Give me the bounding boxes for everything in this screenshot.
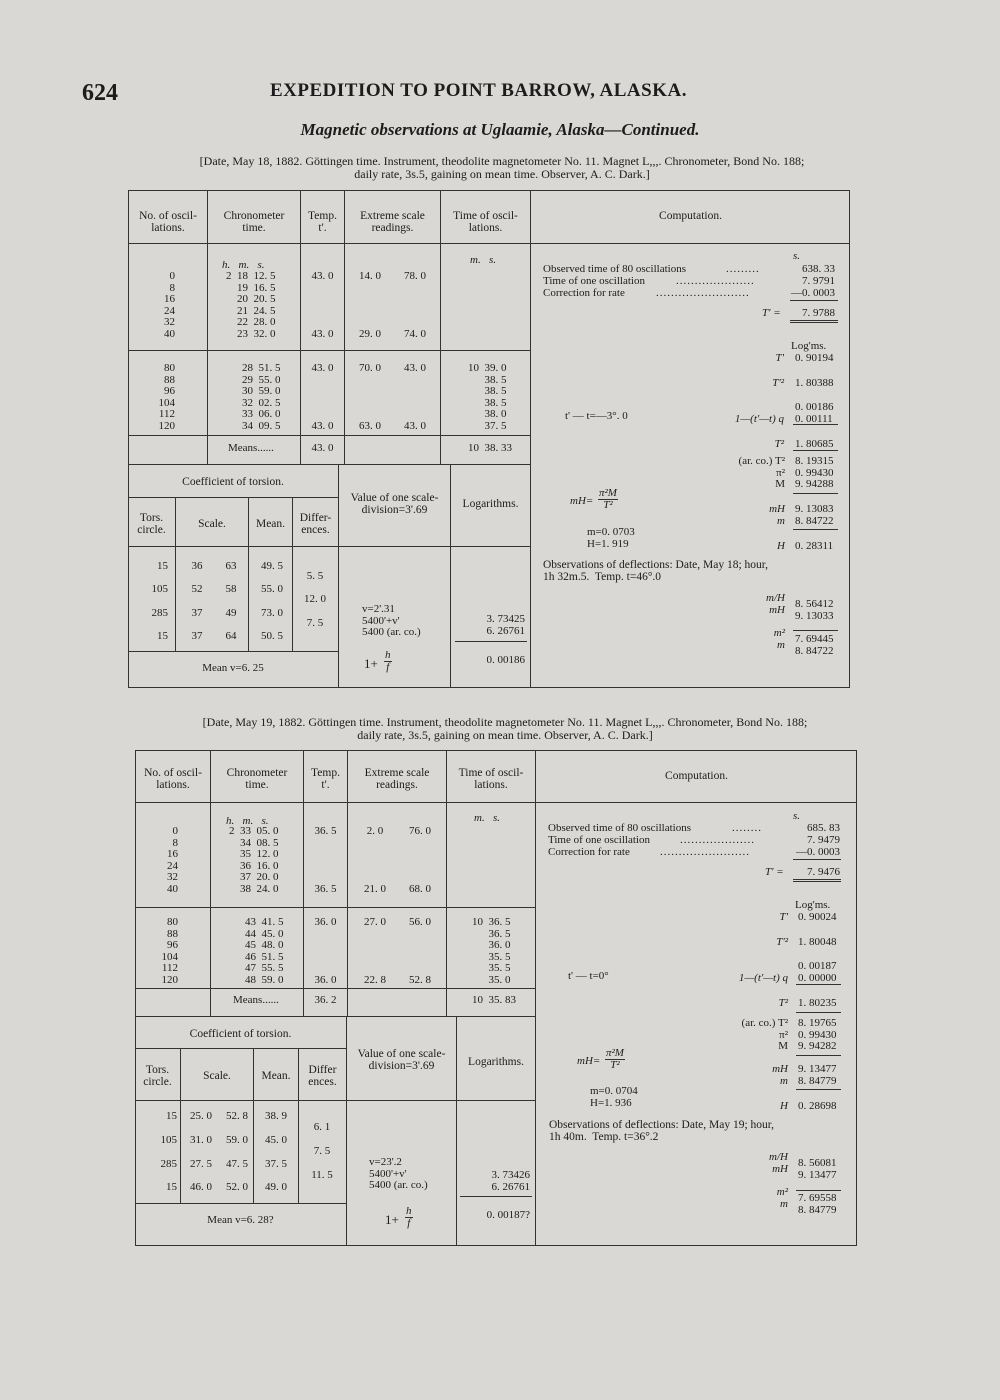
- one-plus: 1+: [385, 1212, 399, 1227]
- units-hms: h. m. s.: [222, 259, 265, 271]
- defl-values: 8. 56081 9. 13477 7. 69558 8. 84779: [798, 1157, 837, 1217]
- t-diff: t' — t=0°: [568, 970, 609, 982]
- mH-labels: mH m H: [769, 503, 785, 552]
- Tprime-label: T' =: [762, 307, 781, 319]
- heading-tors-circle: Tors. circle.: [143, 1064, 172, 1088]
- Tprime-value: 7. 9788: [802, 307, 835, 319]
- means-time: 10 35. 83: [472, 994, 516, 1006]
- page-number: 624: [82, 80, 118, 106]
- log-col: 3. 73426 6. 26761: [491, 1169, 530, 1193]
- scale1-col-a: 14. 0 29. 0: [359, 270, 381, 340]
- formula-frac: $\frac{\text{π²M}}{\text{T²}}$: [606, 1047, 624, 1071]
- one-osc-value: 7. 9791: [802, 275, 835, 287]
- scale1-col-b: 70. 0 63. 0: [359, 362, 381, 432]
- running-head: EXPEDITION TO POINT BARROW, ALASKA.: [270, 80, 687, 101]
- osc-col-a: 0 8 16 24 32 40: [164, 270, 175, 340]
- v-block: v=23'.2 5400'+v' 5400 (ar. co.): [369, 1156, 428, 1191]
- one-osc-label: Time of one oscillation: [548, 834, 650, 846]
- arco-labels: (ar. co.) T² π² M: [738, 455, 785, 490]
- units-s: s.: [793, 810, 801, 822]
- heading-scale-readings: Extreme scale readings.: [364, 767, 430, 791]
- log-labels: T' T'² 1—(t'—t) q T²: [738, 911, 788, 1010]
- heading-computation: Computation.: [659, 210, 722, 222]
- obs80-value: 685. 83: [807, 822, 840, 834]
- mH-values: 9. 13477 8. 84779 0. 28698: [798, 1063, 837, 1112]
- formula-mH: mH=: [577, 1055, 601, 1067]
- time-col-b: 10 39. 0 38. 5 38. 5 38. 5 38. 0 37. 5: [468, 362, 507, 432]
- temp-col-b: 36. 0 36. 0: [314, 916, 337, 986]
- t-diff: t' — t=—3°. 0: [565, 410, 628, 422]
- heading-scale: Scale.: [198, 518, 226, 530]
- one-osc-label: Time of one oscillation: [543, 275, 645, 287]
- heading-coef-torsion: Coefficient of torsion.: [182, 476, 284, 488]
- tors-col: 15 105 285 15: [151, 560, 168, 643]
- chron-col-b: 43 41. 5 44 45. 0 45 48. 0 46 51. 5 47 55. 5 48 59. 0: [245, 916, 284, 986]
- one-osc-value: 7. 9479: [807, 834, 840, 846]
- osc-col-b: 80 88 96 104 112 120: [158, 362, 175, 432]
- heading-differences: Differ- ences.: [299, 512, 332, 536]
- m-H-eq: m=0. 0703 H=1. 919: [587, 526, 635, 550]
- temp-col-a: 43. 0 43. 0: [311, 270, 334, 340]
- units-ms: m. s.: [474, 812, 500, 824]
- osc-col-a: 0 8 16 24 32 40: [167, 825, 178, 895]
- formula-frac: $\frac{\text{π²M}}{\text{T²}}$: [599, 487, 617, 511]
- scale2-col: 52. 8 59. 0 47. 5 52. 0: [226, 1110, 248, 1194]
- Tprime-value: 7. 9476: [807, 866, 840, 878]
- log-values: 0. 90024 1. 80048 0. 00187 0. 00000 1. 80235: [798, 911, 837, 1010]
- heading-scale-readings: Extreme scale readings.: [360, 210, 425, 234]
- heading-tors-circle: Tors. circle.: [137, 512, 166, 536]
- heading-chronometer: Chronometer time.: [226, 767, 288, 791]
- dots: ....................: [680, 834, 755, 846]
- obs80-label: Observed time of 80 oscillations: [548, 822, 691, 834]
- heading-computation: Computation.: [665, 770, 728, 782]
- scale1-col-b: 27. 0 22. 8: [364, 916, 386, 986]
- log-col: 3. 73425 6. 26761: [486, 613, 525, 637]
- means-temp: 43. 0: [311, 442, 334, 454]
- temp-col-b: 43. 0 43. 0: [311, 362, 334, 432]
- heading-time-of-oscillations: Time of oscil- lations.: [458, 767, 524, 791]
- log-labels: T' T'² 1—(t'—t) q T²: [734, 352, 784, 451]
- one-plus: 1+: [364, 656, 378, 671]
- scale1-col-a: 2. 0 21. 0: [364, 825, 386, 895]
- heading-coef-torsion: Coefficient of torsion.: [189, 1028, 292, 1040]
- corr-label: Correction for rate: [548, 846, 630, 858]
- heading-chronometer: Chronometer time.: [223, 210, 285, 234]
- arco-values: 8. 19315 0. 99430 9. 94288: [795, 455, 834, 490]
- defl-labels: m/H mH m² m: [766, 592, 785, 652]
- h-over-f: $\frac{h}{f}$: [385, 649, 391, 673]
- heading-logarithms: Logarithms.: [462, 498, 519, 510]
- block1-date-line: [Date, May 18, 1882. Göttingen time. Instrument, theodolite magnetometer No. 11. Magnet L,,,. Chronometer, Bond No. 188;: [199, 154, 805, 168]
- diff-col: 5. 5 12. 0 7. 5: [304, 570, 326, 629]
- heading-value-scale: Value of one scale- division=3'.69: [350, 492, 439, 516]
- units-hms: h. m. s.: [226, 815, 269, 827]
- arco-labels: (ar. co.) T² π² M: [741, 1017, 788, 1052]
- block2-date-line: [Date, May 19, 1882. Göttingen time. Instrument, theodolite magnetometer No. 11. Magnet L,,,. Chronometer, Bond No. 188;: [202, 715, 808, 729]
- scale2-col-b: 43. 0 43. 0: [404, 362, 426, 432]
- heading-temp: Temp. t'.: [308, 210, 337, 234]
- deflections-text: Observations of deflections: Date, May 18; hour, 1h 32m.5. Temp. t=46°.0: [543, 559, 769, 583]
- means-time: 10 38. 33: [468, 442, 512, 454]
- scale2-col-b: 56. 0 52. 8: [409, 916, 431, 986]
- defl-labels: m/H mH m² m: [769, 1151, 788, 1211]
- heading-temp: Temp. t'.: [311, 767, 340, 791]
- diff-col: 6. 1 7. 5 11. 5: [311, 1121, 333, 1181]
- heading-value-scale: Value of one scale- division=3'.69: [357, 1048, 446, 1072]
- page-subtitle: Magnetic observations at Uglaamie, Alaska—Continued.: [300, 120, 700, 139]
- units-ms: m. s.: [470, 254, 496, 266]
- log-h: 0. 00186: [486, 654, 525, 666]
- m-H-eq: m=0. 0704 H=1. 936: [590, 1085, 638, 1109]
- mean-v: Mean v=6. 28?: [207, 1214, 274, 1226]
- units-s: s.: [793, 250, 801, 262]
- means-label: Means......: [233, 994, 279, 1006]
- means-temp: 36. 2: [314, 994, 337, 1006]
- heading-oscillations: No. of oscil- lations.: [144, 767, 202, 791]
- heading-mean: Mean.: [255, 518, 286, 530]
- corr-value: —0. 0003: [791, 287, 835, 299]
- log-h: 0. 00187?: [486, 1209, 530, 1221]
- chron-col-b: 28 51. 5 29 55. 0 30 59. 0 32 02. 5 33 06. 0 34 09. 5: [242, 362, 281, 432]
- temp-col-a: 36. 5 36. 5: [314, 825, 337, 895]
- chron-col-a: 2 18 12. 5 19 16. 5 20 20. 5 21 24. 5 22 28. 0 23 32. 0: [226, 270, 276, 340]
- scale2-col-a: 76. 0 68. 0: [409, 825, 431, 895]
- heading-oscillations: No. of oscil- lations.: [139, 210, 197, 234]
- obs80-label: Observed time of 80 oscillations: [543, 263, 686, 275]
- arco-values: 8. 19765 0. 99430 9. 94282: [798, 1017, 837, 1052]
- heading-time-of-oscillations: Time of oscil- lations.: [453, 210, 518, 234]
- chron-col-a: 2 33 05. 0 34 08. 5 35 12. 0 36 16. 0 37 20. 0 38 24. 0: [229, 825, 279, 895]
- dots: ........................: [660, 846, 750, 858]
- mean-col: 38. 9 45. 0 37. 5 49. 0: [265, 1110, 287, 1194]
- tors-col: 15 105 285 15: [160, 1110, 177, 1194]
- heading-differences: Differ ences.: [308, 1064, 337, 1088]
- osc-col-b: 80 88 96 104 112 120: [161, 916, 178, 986]
- log-values: 0. 90194 1. 80388 0. 00186 0. 00111 1. 80685: [795, 352, 834, 451]
- mean-v: Mean v=6. 25: [202, 662, 264, 674]
- deflections-text: Observations of deflections: Date, May 19; hour, 1h 40m. Temp. t=36°.2: [549, 1119, 775, 1143]
- scale2-col-a: 78. 0 74. 0: [404, 270, 426, 340]
- dots: ........: [732, 822, 762, 834]
- obs80-value: 638. 33: [802, 263, 835, 275]
- mH-values: 9. 13083 8. 84722 0. 28311: [795, 503, 834, 552]
- heading-mean: Mean.: [261, 1070, 291, 1082]
- mH-labels: mH m H: [772, 1063, 788, 1112]
- scale1-col: 25. 0 31. 0 27. 5 46. 0: [190, 1110, 212, 1194]
- dots: .........: [726, 263, 760, 275]
- heading-logarithms: Logarithms.: [468, 1056, 524, 1068]
- logms-label: Log'ms.: [795, 899, 831, 911]
- block2-date-line-2: daily rate, 3s.5, gaining on mean time. Observer, A. C. Dark.]: [357, 728, 653, 742]
- heading-scale: Scale.: [203, 1070, 231, 1082]
- v-block: v=2'.31 5400'+v' 5400 (ar. co.): [362, 603, 421, 638]
- dots: .........................: [656, 287, 750, 299]
- block1-date-line-2: daily rate, 3s.5, gaining on mean time. Observer, A. C. Dark.]: [354, 167, 650, 181]
- Tprime-label: T' =: [765, 866, 784, 878]
- formula-mH: mH=: [570, 495, 594, 507]
- mean-col: 49. 5 55. 0 73. 0 50. 5: [261, 560, 283, 643]
- h-over-f: $\frac{h}{f}$: [406, 1205, 412, 1229]
- scale1-col: 36 52 37 37: [191, 560, 203, 643]
- means-label: Means......: [228, 442, 274, 454]
- defl-values: 8. 56412 9. 13033 7. 69445 8. 84722: [795, 598, 834, 658]
- time-col-b: 10 36. 5 36. 5 36. 0 35. 5 35. 5 35. 0: [472, 916, 511, 986]
- logms-label: Log'ms.: [791, 340, 827, 352]
- scale2-col: 63 58 49 64: [225, 560, 237, 643]
- corr-value: —0. 0003: [796, 846, 840, 858]
- corr-label: Correction for rate: [543, 287, 625, 299]
- dots: .....................: [676, 275, 755, 287]
